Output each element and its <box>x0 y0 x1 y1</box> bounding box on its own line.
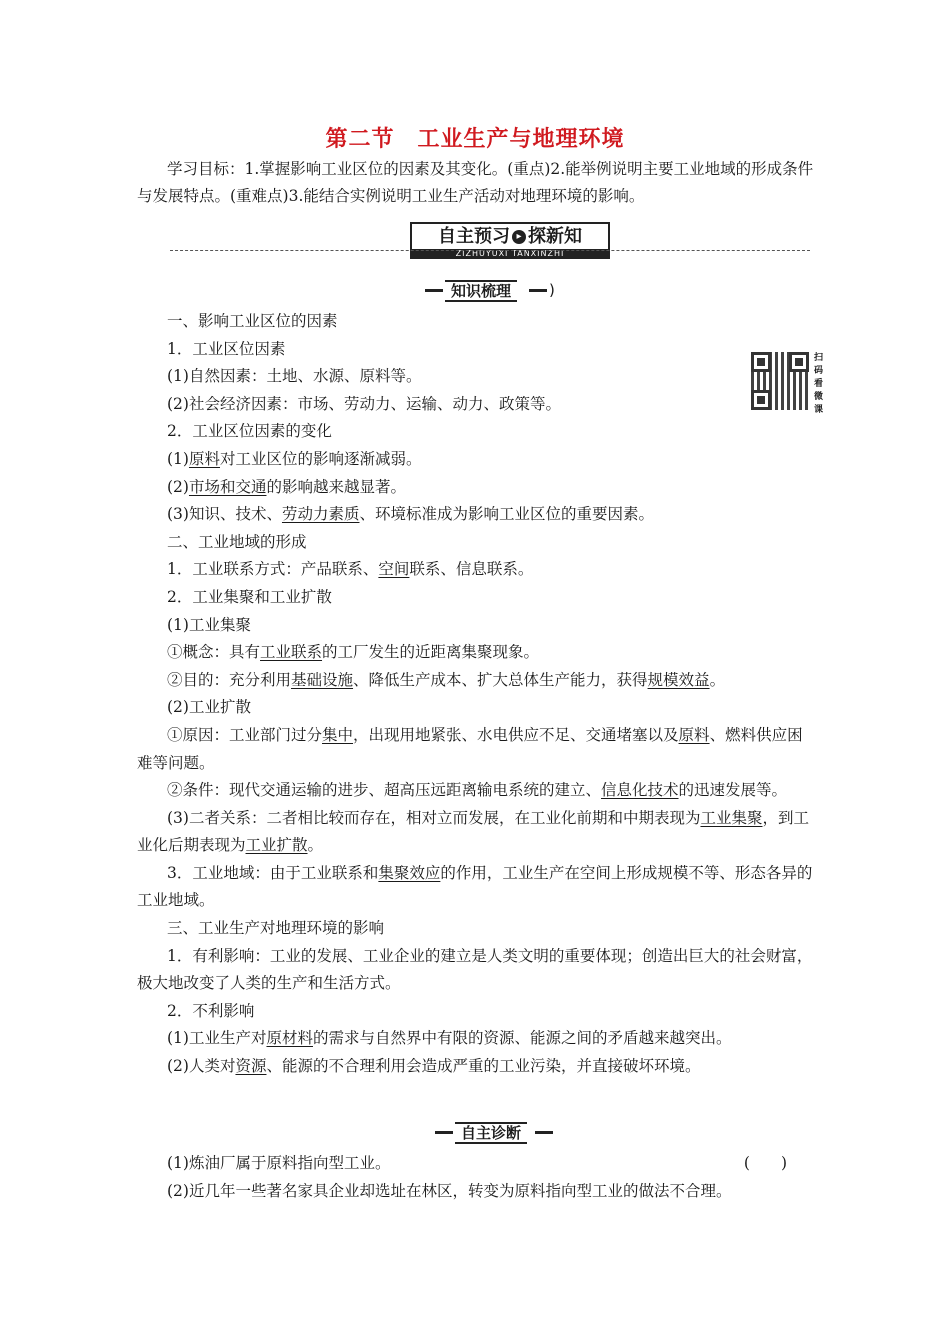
banner-box <box>410 222 610 252</box>
text: ②条件：现代交通运输的进步、超高压远距离输电系统的建立、 <box>167 781 602 800</box>
diagnosis-questions <box>137 1150 817 1205</box>
banner-left: 自主预习 <box>438 226 510 247</box>
text: 的影响越来越显著。 <box>266 477 406 496</box>
knowledge-tag <box>425 280 565 300</box>
text: 的需求与自然界中有限的资源、能源之间的矛盾越来越突出。 <box>312 1029 732 1048</box>
text: (1)工业生产对 <box>167 1029 267 1048</box>
main-content <box>137 308 817 1081</box>
text: 对工业区位的影响逐渐减弱。 <box>219 449 422 468</box>
line: 二、工业地域的形成 <box>167 532 307 551</box>
answer: 工业扩散 <box>245 836 308 855</box>
text: ②目的：充分利用 <box>167 670 292 689</box>
text: 。 <box>709 670 726 689</box>
line <box>137 667 817 695</box>
text: 、降低生产成本、扩大总体生产能力，获得 <box>353 670 648 689</box>
qr-note: 扫码看微课 <box>814 353 824 415</box>
line <box>137 722 817 777</box>
learning-objectives: 学习目标：1.掌握影响工业区位的因素及其变化。(重点)2.能举例说明主要工业地域的形成条件与发展特点。(重难点)3.能结合实例说明工业生产活动对地理环境的影响。 <box>137 160 814 205</box>
line: (2)工业扩散 <box>167 698 251 717</box>
tag-suffix: ) <box>549 281 555 299</box>
answer: 规模效益 <box>647 670 710 689</box>
text: 的迅速发展等。 <box>678 781 788 800</box>
answer: 基础设施 <box>291 670 354 689</box>
line <box>137 501 817 529</box>
line <box>137 805 817 860</box>
section-title: 第二节 工业生产与地理环境 <box>325 127 625 152</box>
line: 1．有利影响：工业的发展、工业企业的建立是人类文明的重要体现；创造出巨大的社会财富，极大地改变了人类的生产和生活方式。 <box>137 946 813 993</box>
line <box>137 474 817 502</box>
line <box>137 639 817 667</box>
line: (2)社会经济因素：市场、劳动力、运输、动力、政策等。 <box>167 394 561 413</box>
answer: 工业联系 <box>260 643 323 662</box>
tag-label: 自主诊断 <box>455 1122 527 1144</box>
text: ，出现用地紧张、水电供应不足、交通堵塞以及 <box>353 725 679 744</box>
banner-subtitle: ZIZHUYUXI TANXINZHI <box>410 249 610 259</box>
text: 。 <box>307 836 324 855</box>
text: 3．工业地域：由于工业联系和 <box>167 863 379 882</box>
line: 一、影响工业区位的因素 <box>167 312 338 330</box>
answer: 集中 <box>322 725 354 744</box>
answer: 集聚效应 <box>378 863 441 882</box>
line <box>137 1025 817 1053</box>
tag-label: 知识梳理 <box>445 280 517 302</box>
text: (3)二者关系：二者相比较而存在，相对立而发展，在工业化前期和中期表现为 <box>167 808 701 827</box>
text: ①原因：工业部门过分 <box>167 725 323 744</box>
question <box>137 1150 817 1178</box>
dashed-divider <box>170 250 810 251</box>
tag-bar-left <box>425 289 443 292</box>
banner-right: 探新知 <box>528 226 582 247</box>
text: ，到工业化后期表现为 <box>137 808 809 855</box>
tag-bar-right <box>529 289 547 292</box>
text: ①概念：具有 <box>167 643 261 662</box>
answer: 原料 <box>188 449 220 468</box>
line: 三、工业生产对地理环境的影响 <box>167 919 385 938</box>
line: 2．不利影响 <box>167 1001 255 1020</box>
answer-blank[interactable]: ( ) <box>743 1154 787 1172</box>
answer: 信息化技术 <box>601 781 679 800</box>
line: (1)自然因素：土地、水源、原料等。 <box>167 367 422 386</box>
text: 、能源的不合理利用会造成严重的工业污染，并直接破坏环境。 <box>266 1057 701 1076</box>
text: 的作用，工业生产在空间上形成规模不等、形态各异的工业地域。 <box>137 863 813 910</box>
text: (2) <box>167 477 189 496</box>
answer: 资源 <box>235 1057 267 1076</box>
text: (2)人类对 <box>167 1057 236 1076</box>
answer: 市场和交通 <box>188 477 267 496</box>
tag-bar-left <box>435 1131 453 1134</box>
text: 、燃料供应困难等问题。 <box>137 725 803 772</box>
answer: 原料 <box>678 725 710 744</box>
line <box>137 1053 817 1081</box>
answer: 原材料 <box>266 1029 313 1048</box>
text: 联系、信息联系。 <box>409 560 534 579</box>
line: 2．工业区位因素的变化 <box>167 422 332 441</box>
question-text: (1)炼油厂属于原料指向型工业。 <box>167 1154 391 1172</box>
tag-bar-right <box>535 1131 553 1134</box>
diagnosis-tag <box>435 1122 555 1142</box>
text: 的工厂发生的近距离集聚现象。 <box>322 643 540 662</box>
text: 1．工业联系方式：产品联系、 <box>167 560 379 579</box>
line <box>137 446 817 474</box>
question: (2)近几年一些著名家具企业却选址在林区，转变为原料指向型工业的做法不合理。 <box>167 1181 732 1200</box>
line: 1．工业区位因素 <box>167 339 286 358</box>
text: (1) <box>167 449 189 468</box>
text: (3)知识、技术、 <box>167 505 282 524</box>
answer: 工业集聚 <box>700 808 763 827</box>
arrow-icon: ▸ <box>512 230 526 244</box>
line <box>137 556 817 584</box>
line: 2．工业集聚和工业扩散 <box>167 587 332 606</box>
line <box>137 777 817 805</box>
text: 、环境标准成为影响工业区位的重要因素。 <box>359 505 654 524</box>
line: (1)工业集聚 <box>167 615 251 634</box>
line <box>137 860 817 915</box>
answer: 劳动力素质 <box>281 505 360 524</box>
answer: 空间 <box>378 560 410 579</box>
